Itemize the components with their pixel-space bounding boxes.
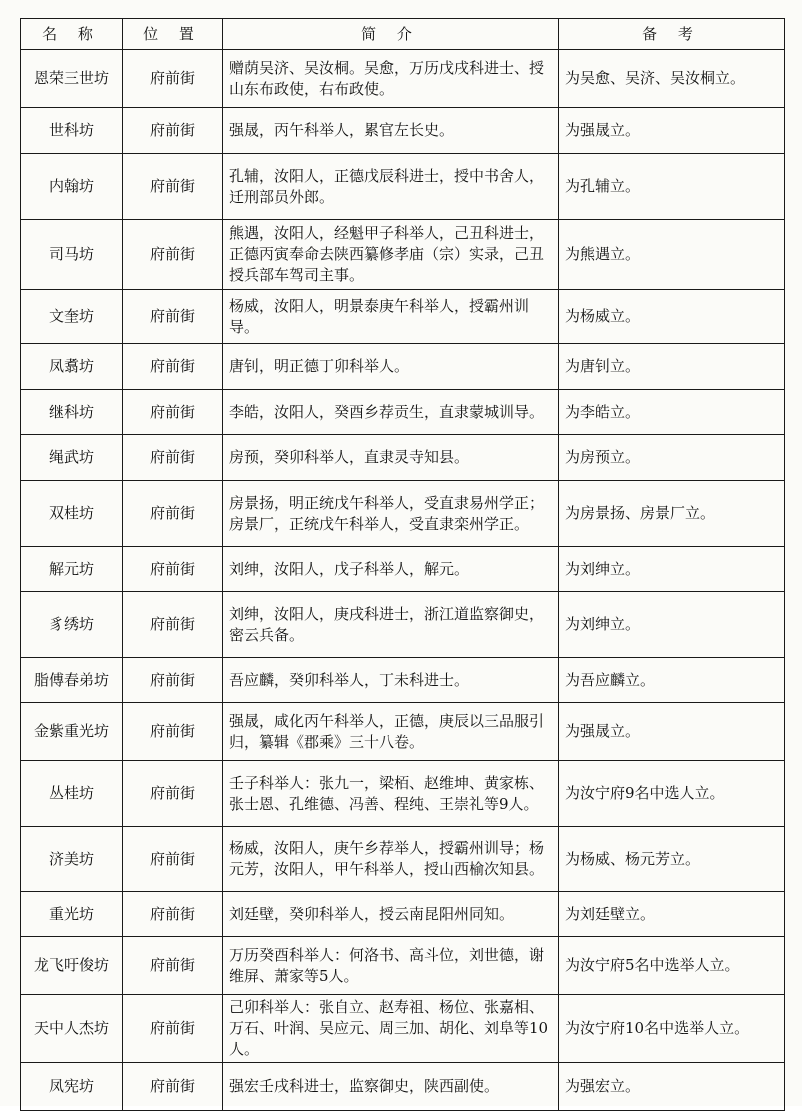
- row-intro: 刘绅，汝阳人，戊子科举人，解元。: [223, 547, 559, 592]
- row-intro: 房景扬，明正统戊午科举人，受直隶易州学正；房景厂，正统戊午科举人，受直隶栾州学正。: [223, 481, 559, 547]
- header-row: [21, 19, 785, 50]
- row-note: 为杨威、杨元芳立。: [559, 827, 785, 892]
- row-name: 重光坊: [21, 892, 123, 937]
- row-name: 继科坊: [21, 390, 123, 435]
- row-location: 府前街: [123, 658, 223, 703]
- row-note: 为杨威立。: [559, 290, 785, 344]
- table-body: [21, 50, 785, 1111]
- table-row: [21, 481, 785, 547]
- table-row: [21, 592, 785, 658]
- row-location: 府前街: [123, 435, 223, 481]
- row-note: 为强宏立。: [559, 1063, 785, 1111]
- row-location: 府前街: [123, 592, 223, 658]
- table-row: [21, 220, 785, 290]
- row-name: 金紫重光坊: [21, 703, 123, 761]
- row-location: 府前街: [123, 390, 223, 435]
- row-name: 司马坊: [21, 220, 123, 290]
- table-row: [21, 995, 785, 1063]
- row-intro: 强晟，咸化丙午科举人，正德，庚辰以三品服引归，纂辑《郡乘》三十八卷。: [223, 703, 559, 761]
- table-row: [21, 892, 785, 937]
- table-row: [21, 108, 785, 154]
- row-note: 为刘廷壁立。: [559, 892, 785, 937]
- row-location: 府前街: [123, 108, 223, 154]
- row-name: 双桂坊: [21, 481, 123, 547]
- row-note: 为刘绅立。: [559, 592, 785, 658]
- row-location: 府前街: [123, 50, 223, 108]
- row-intro: 吾应麟，癸卯科举人，丁未科进士。: [223, 658, 559, 703]
- table-row: [21, 937, 785, 995]
- row-intro: 万历癸酉科举人：何洛书、高斗位，刘世德，谢维屏、萧家等5人。: [223, 937, 559, 995]
- table-row: [21, 290, 785, 344]
- row-intro: 熊遇，汝阳人，经魁甲子科举人，己丑科进士，正德丙寅奉命去陕西纂修孝庙（宗）实录，己丑授兵部车驾司主事。: [223, 220, 559, 290]
- row-location: 府前街: [123, 995, 223, 1063]
- row-location: 府前街: [123, 481, 223, 547]
- row-note: 为汝宁府9名中选人立。: [559, 761, 785, 827]
- table-row: [21, 1063, 785, 1111]
- row-name: 凤翥坊: [21, 344, 123, 390]
- row-intro: 强宏壬戌科进士，监察御史，陕西副使。: [223, 1063, 559, 1111]
- row-name: 豸绣坊: [21, 592, 123, 658]
- row-name: 恩荣三世坊: [21, 50, 123, 108]
- row-intro: 李皓，汝阳人，癸酉乡荐贡生，直隶蒙城训导。: [223, 390, 559, 435]
- table-row: [21, 827, 785, 892]
- row-name: 天中人杰坊: [21, 995, 123, 1063]
- row-intro: 强晟，丙午科举人，累官左长史。: [223, 108, 559, 154]
- row-location: 府前街: [123, 344, 223, 390]
- row-location: 府前街: [123, 220, 223, 290]
- row-note: 为强晟立。: [559, 108, 785, 154]
- row-location: 府前街: [123, 703, 223, 761]
- row-name: 丛桂坊: [21, 761, 123, 827]
- row-name: 济美坊: [21, 827, 123, 892]
- header-location: 位 置: [123, 19, 223, 50]
- row-intro: 己卯科举人：张自立、赵寿祖、杨位、张嘉相、万石、叶润、吴应元、周三加、胡化、刘阜等10人。: [223, 995, 559, 1063]
- row-intro: 杨威，汝阳人，庚午乡荐举人，授霸州训导；杨元芳，汝阳人，甲午科举人，授山西榆次知县。: [223, 827, 559, 892]
- row-name: 世科坊: [21, 108, 123, 154]
- row-location: 府前街: [123, 761, 223, 827]
- table-row: [21, 658, 785, 703]
- row-intro: 刘绅，汝阳人，庚戌科进士，浙江道监察御史，密云兵备。: [223, 592, 559, 658]
- row-name: 绳武坊: [21, 435, 123, 481]
- header-note: 备 考: [559, 19, 785, 50]
- table-row: [21, 50, 785, 108]
- row-intro: 孔辅，汝阳人，正德戊辰科进士，授中书舍人，迁刑部员外郎。: [223, 154, 559, 220]
- table-row: [21, 761, 785, 827]
- header-intro: 简 介: [223, 19, 559, 50]
- row-note: 为孔辅立。: [559, 154, 785, 220]
- row-name: 内翰坊: [21, 154, 123, 220]
- table-row: [21, 547, 785, 592]
- row-name: 解元坊: [21, 547, 123, 592]
- row-note: 为吾应麟立。: [559, 658, 785, 703]
- row-note: 为房预立。: [559, 435, 785, 481]
- row-intro: 刘廷壁，癸卯科举人，授云南昆阳州同知。: [223, 892, 559, 937]
- row-location: 府前街: [123, 1063, 223, 1111]
- row-location: 府前街: [123, 892, 223, 937]
- row-intro: 赠荫吴济、吴汝桐。吴愈，万历戊戌科进士、授山东布政使，右布政使。: [223, 50, 559, 108]
- row-location: 府前街: [123, 154, 223, 220]
- row-name: 脂傅春弟坊: [21, 658, 123, 703]
- row-intro: 唐钊，明正德丁卯科举人。: [223, 344, 559, 390]
- row-name: 凤宪坊: [21, 1063, 123, 1111]
- row-intro: 杨威，汝阳人，明景泰庚午科举人，授霸州训导。: [223, 290, 559, 344]
- row-note: 为汝宁府5名中选举人立。: [559, 937, 785, 995]
- row-intro: 壬子科举人：张九一，梁栢、赵维坤、黄家栋、张士恩、孔维德、冯善、程纯、王崇礼等9人。: [223, 761, 559, 827]
- row-location: 府前街: [123, 547, 223, 592]
- row-note: 为李皓立。: [559, 390, 785, 435]
- row-location: 府前街: [123, 827, 223, 892]
- table-row: [21, 703, 785, 761]
- row-note: 为汝宁府10名中选举人立。: [559, 995, 785, 1063]
- row-note: 为房景扬、房景厂立。: [559, 481, 785, 547]
- table-row: [21, 154, 785, 220]
- table-row: [21, 435, 785, 481]
- row-note: 为刘绅立。: [559, 547, 785, 592]
- row-note: 为唐钊立。: [559, 344, 785, 390]
- table-row: [21, 390, 785, 435]
- row-name: 龙飞吁俊坊: [21, 937, 123, 995]
- archway-table: [20, 18, 785, 1111]
- row-location: 府前街: [123, 290, 223, 344]
- row-intro: 房预，癸卯科举人，直隶灵寺知县。: [223, 435, 559, 481]
- row-note: 为吴愈、吴济、吴汝桐立。: [559, 50, 785, 108]
- row-note: 为强晟立。: [559, 703, 785, 761]
- row-name: 文奎坊: [21, 290, 123, 344]
- row-note: 为熊遇立。: [559, 220, 785, 290]
- header-name: 名 称: [21, 19, 123, 50]
- table-row: [21, 344, 785, 390]
- row-location: 府前街: [123, 937, 223, 995]
